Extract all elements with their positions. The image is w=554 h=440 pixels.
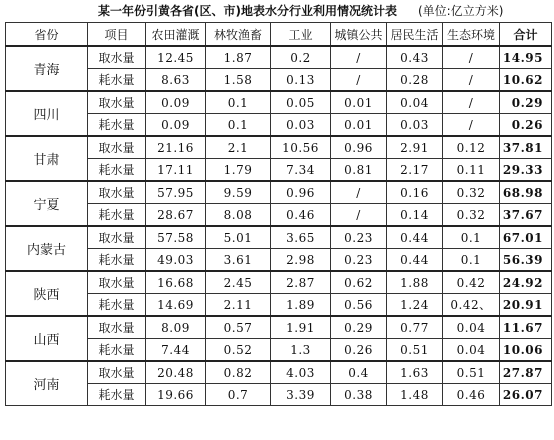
table-row	[6, 114, 552, 137]
item-cell: 耗水量	[88, 249, 146, 272]
total-cell: 10.06	[500, 339, 552, 362]
value-cell: 1.58	[206, 69, 271, 92]
item-cell: 耗水量	[88, 204, 146, 227]
water-usage-table	[5, 22, 552, 406]
value-cell: 0.12	[443, 136, 500, 159]
province-cell: 甘肃	[6, 136, 88, 181]
table-caption	[0, 2, 554, 20]
value-cell: 0.77	[387, 316, 443, 339]
value-cell: 19.66	[146, 384, 206, 406]
province-cell: 宁夏	[6, 181, 88, 226]
value-cell: 28.67	[146, 204, 206, 227]
total-cell: 67.01	[500, 226, 552, 249]
value-cell: 0.46	[271, 204, 331, 227]
header-cell: 林牧渔畜	[206, 23, 271, 47]
value-cell: 0.16	[387, 181, 443, 204]
value-cell: 8.08	[206, 204, 271, 227]
value-cell: /	[443, 91, 500, 114]
value-cell: 1.88	[387, 271, 443, 294]
total-cell: 20.91	[500, 294, 552, 317]
item-cell: 取水量	[88, 361, 146, 384]
table-row	[6, 69, 552, 92]
value-cell: 2.91	[387, 136, 443, 159]
value-cell: 0.09	[146, 114, 206, 137]
value-cell: /	[331, 204, 387, 227]
value-cell: 3.61	[206, 249, 271, 272]
table-row	[6, 226, 552, 249]
value-cell: 14.69	[146, 294, 206, 317]
value-cell: 1.79	[206, 159, 271, 182]
table-title: 某一年份引黄各省(区、市)地表水分行业利用情况统计表	[98, 4, 397, 18]
table-row	[6, 91, 552, 114]
value-cell: 57.58	[146, 226, 206, 249]
value-cell: 2.11	[206, 294, 271, 317]
province-cell: 内蒙古	[6, 226, 88, 271]
total-cell: 29.33	[500, 159, 552, 182]
value-cell: 0.1	[443, 249, 500, 272]
value-cell: 0.05	[271, 91, 331, 114]
value-cell: 2.45	[206, 271, 271, 294]
table-row	[6, 159, 552, 182]
value-cell: 0.1	[206, 91, 271, 114]
item-cell: 取水量	[88, 271, 146, 294]
item-cell: 耗水量	[88, 294, 146, 317]
value-cell: 0.81	[331, 159, 387, 182]
value-cell: 0.56	[331, 294, 387, 317]
value-cell: /	[443, 46, 500, 69]
value-cell: 0.4	[331, 361, 387, 384]
value-cell: 0.42	[443, 271, 500, 294]
header-cell: 城镇公共	[331, 23, 387, 47]
value-cell: 0.28	[387, 69, 443, 92]
value-cell: 20.48	[146, 361, 206, 384]
total-cell: 37.81	[500, 136, 552, 159]
value-cell: 0.51	[443, 361, 500, 384]
value-cell: 2.1	[206, 136, 271, 159]
value-cell: 0.1	[206, 114, 271, 137]
value-cell: 0.04	[443, 316, 500, 339]
table-row	[6, 271, 552, 294]
value-cell: 0.7	[206, 384, 271, 406]
value-cell: 0.44	[387, 249, 443, 272]
value-cell: 0.03	[271, 114, 331, 137]
table-row	[6, 361, 552, 384]
item-cell: 取水量	[88, 46, 146, 69]
province-cell: 山西	[6, 316, 88, 361]
total-cell: 14.95	[500, 46, 552, 69]
province-cell: 河南	[6, 361, 88, 406]
value-cell: 0.38	[331, 384, 387, 406]
table-body	[6, 46, 552, 406]
table-row	[6, 316, 552, 339]
value-cell: 1.89	[271, 294, 331, 317]
item-cell: 耗水量	[88, 384, 146, 406]
value-cell: /	[331, 181, 387, 204]
item-cell: 耗水量	[88, 114, 146, 137]
value-cell: 0.32	[443, 204, 500, 227]
value-cell: 0.44	[387, 226, 443, 249]
value-cell: 0.03	[387, 114, 443, 137]
value-cell: 16.68	[146, 271, 206, 294]
total-cell: 10.62	[500, 69, 552, 92]
header-cell: 居民生活	[387, 23, 443, 47]
item-cell: 取水量	[88, 91, 146, 114]
value-cell: 0.26	[331, 339, 387, 362]
value-cell: 7.44	[146, 339, 206, 362]
total-cell: 11.67	[500, 316, 552, 339]
value-cell: 0.57	[206, 316, 271, 339]
province-cell: 青海	[6, 46, 88, 91]
province-cell: 陕西	[6, 271, 88, 316]
value-cell: 0.23	[331, 249, 387, 272]
value-cell: 0.14	[387, 204, 443, 227]
item-cell: 耗水量	[88, 339, 146, 362]
value-cell: 0.96	[331, 136, 387, 159]
value-cell: 1.91	[271, 316, 331, 339]
value-cell: 0.32	[443, 181, 500, 204]
value-cell: 49.03	[146, 249, 206, 272]
value-cell: 0.01	[331, 114, 387, 137]
total-cell: 56.39	[500, 249, 552, 272]
table-row	[6, 46, 552, 69]
table-row	[6, 204, 552, 227]
value-cell: 1.87	[206, 46, 271, 69]
value-cell: 0.13	[271, 69, 331, 92]
value-cell: 57.95	[146, 181, 206, 204]
value-cell: 0.96	[271, 181, 331, 204]
value-cell: /	[443, 114, 500, 137]
value-cell: 0.62	[331, 271, 387, 294]
item-cell: 耗水量	[88, 159, 146, 182]
value-cell: 0.82	[206, 361, 271, 384]
total-cell: 37.67	[500, 204, 552, 227]
value-cell: 0.11	[443, 159, 500, 182]
value-cell: 0.46	[443, 384, 500, 406]
total-cell: 27.87	[500, 361, 552, 384]
header-cell: 生态环境	[443, 23, 500, 47]
value-cell: 2.87	[271, 271, 331, 294]
value-cell: 10.56	[271, 136, 331, 159]
value-cell: 8.63	[146, 69, 206, 92]
table-row	[6, 384, 552, 406]
value-cell: 1.3	[271, 339, 331, 362]
value-cell: 0.23	[331, 226, 387, 249]
value-cell: 0.09	[146, 91, 206, 114]
value-cell: 0.42、	[443, 294, 500, 317]
value-cell: 5.01	[206, 226, 271, 249]
value-cell: 0.43	[387, 46, 443, 69]
value-cell: 3.39	[271, 384, 331, 406]
total-cell: 24.92	[500, 271, 552, 294]
header-cell: 项目	[88, 23, 146, 47]
total-cell: 68.98	[500, 181, 552, 204]
table-row	[6, 136, 552, 159]
value-cell: 0.04	[387, 91, 443, 114]
value-cell: 1.48	[387, 384, 443, 406]
value-cell: 0.01	[331, 91, 387, 114]
value-cell: 21.16	[146, 136, 206, 159]
table-row	[6, 339, 552, 362]
value-cell: 2.17	[387, 159, 443, 182]
value-cell: 0.52	[206, 339, 271, 362]
item-cell: 取水量	[88, 136, 146, 159]
value-cell: 7.34	[271, 159, 331, 182]
total-cell: 0.29	[500, 91, 552, 114]
total-cell: 26.07	[500, 384, 552, 406]
header-cell: 农田灌溉	[146, 23, 206, 47]
table-row	[6, 181, 552, 204]
table-header	[6, 23, 552, 47]
value-cell: 1.63	[387, 361, 443, 384]
value-cell: 4.03	[271, 361, 331, 384]
value-cell: 0.1	[443, 226, 500, 249]
item-cell: 取水量	[88, 316, 146, 339]
header-cell: 省份	[6, 23, 88, 47]
value-cell: /	[331, 69, 387, 92]
unit-note: (单位:亿立方米)	[418, 4, 504, 18]
value-cell: 2.98	[271, 249, 331, 272]
value-cell: /	[443, 69, 500, 92]
header-cell: 工业	[271, 23, 331, 47]
total-cell: 0.26	[500, 114, 552, 137]
value-cell: 12.45	[146, 46, 206, 69]
table-row	[6, 294, 552, 317]
value-cell: 0.2	[271, 46, 331, 69]
value-cell: /	[331, 46, 387, 69]
header-cell-total: 合计	[500, 23, 552, 47]
province-cell: 四川	[6, 91, 88, 136]
value-cell: 1.24	[387, 294, 443, 317]
value-cell: 17.11	[146, 159, 206, 182]
table-row	[6, 249, 552, 272]
value-cell: 3.65	[271, 226, 331, 249]
value-cell: 0.29	[331, 316, 387, 339]
value-cell: 0.51	[387, 339, 443, 362]
header-row	[6, 23, 552, 47]
item-cell: 取水量	[88, 181, 146, 204]
item-cell: 取水量	[88, 226, 146, 249]
item-cell: 耗水量	[88, 69, 146, 92]
value-cell: 8.09	[146, 316, 206, 339]
value-cell: 9.59	[206, 181, 271, 204]
value-cell: 0.04	[443, 339, 500, 362]
